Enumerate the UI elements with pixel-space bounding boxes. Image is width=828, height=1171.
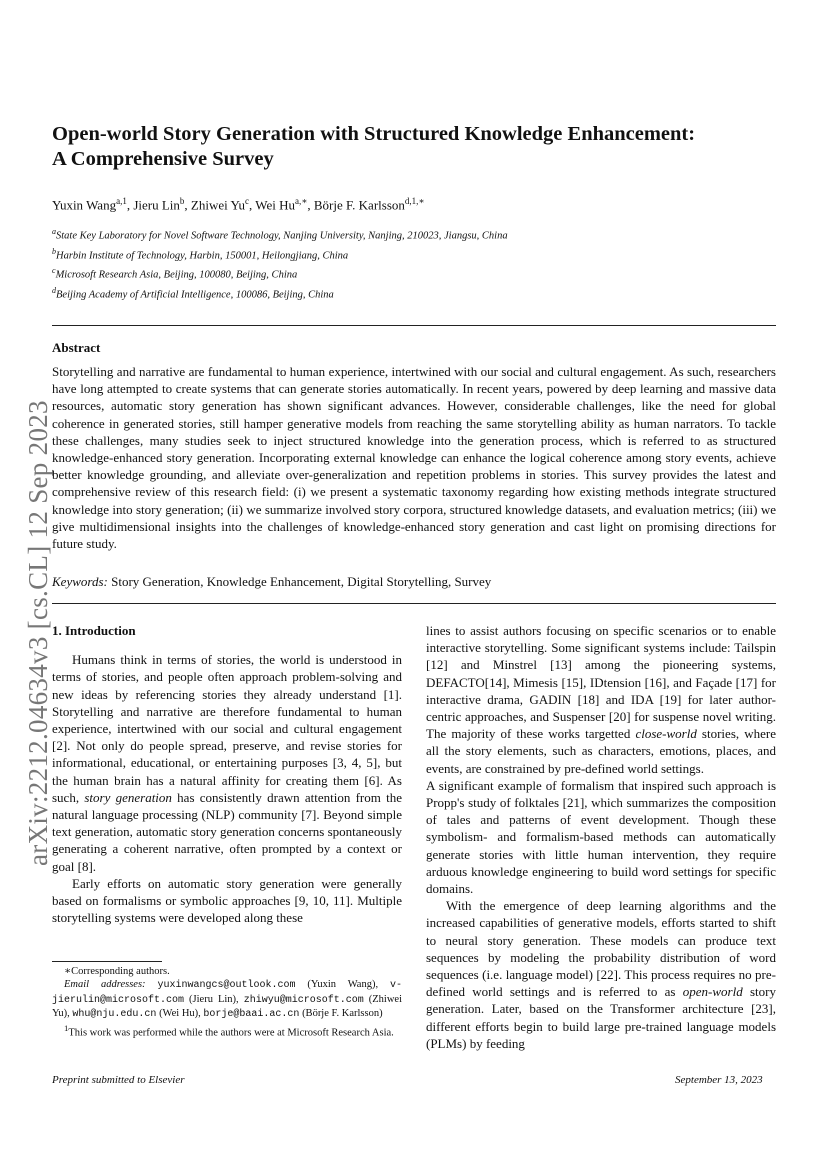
intro-paragraph-3: lines to assist authors focusing on specific scenarios or to enable interactive storytelling. Some significant systems include: Tailspin [12] and Minstrel [13] among the pioneering systems, DEFACTO[14], Mimesis [15], IDtension [16], and Façade [17] for interactive drama, GADIN [18] and IDA [19] for later author-centric approaches, and Suspenser [20] for suspense novel writing. The majority of these works targetted close-world stories, where all the story elements, such as characters, emotions, places, and events, are constrained by pre-defined world settings.	[426, 623, 776, 776]
footnote-divider	[52, 961, 162, 962]
intro-paragraph-4: A significant example of formalism that inspired such approach is Propp's study of folktales [21], which summarizes the composition of tales and patterns of event development. Though these symbolism- and formalism-based methods can automatically generate stories with little human intervention, they require arduous knowledge engineering to build word settings for specific domains.	[426, 777, 776, 897]
affiliation-line: $^b$Harbin Institute of Technology, Harbin, 150001, Heilongjiang, China	[52, 246, 349, 261]
author-name: Börje F. Karlsson	[313, 197, 405, 213]
keywords-label: Keywords:	[52, 574, 108, 589]
bottom-divider	[52, 603, 776, 604]
author-affiliation-mark: d,1,∗	[404, 196, 425, 206]
intro-paragraph-1: Humans think in terms of stories, the world is understood in terms of stories, and people often approach problem-solving and new ideas by referencing stories they already understand [1]. Storytelling and narrative are therefore fundamental to human experience, intertwined with our social and cultural engagement [2]. Not only do people spread, preserve, and revise stories for informational, educational, or entertaining purposes [3, 4, 5], but the human brain has a natural affinity for creating them [6]. As such, story generation has consistently drawn attention from the natural language processing (NLP) community [7]. Beyond simple text generation, automatic story generation concerns spontaneously generating a coherent narrative, often prompted by a context or goal [8].	[52, 652, 402, 874]
author-affiliation-mark: b	[179, 196, 185, 206]
affiliation-line: $^a$State Key Laboratory for Novel Software Technology, Nanjing University, Nanjing, 210023, Jiangsu, China	[52, 227, 508, 242]
abstract-text: Storytelling and narrative are fundamental to human experience, intertwined with our social and cultural engagement. As such, researchers have long attempted to create systems that can generate stories automatically. In recent years, powered by deep learning and massive data resources, automatic story generation has shown significant advances. However, considerable challenges, like the need for global coherence in generated stories, still hamper generative models from reaching the same storytelling ability as human narrators. To tackle these challenges, many studies seek to inject structured knowledge into the generation process, which is referred to as structured knowledge-enhanced story generation. Incorporating external knowledge can enhance the logical coherence among story events, achieve better knowledge grounding, and alleviate over-generalization and repetition problems in stories. This survey provides the latest and comprehensive review of this research field: (i) we present a systematic taxonomy regarding how existing methods integrate structured knowledge into story generation; (ii) we summarize involved story corpora, structured knowledge datasets, and evaluation metrics; (iii) we give multidimensional insights into the challenges of knowledge-enhanced story generation and cast light on promising directions for future study.	[52, 364, 776, 552]
affiliation-line: $^c$Microsoft Research Asia, Beijing, 100080, Beijing, China	[52, 266, 298, 281]
author-affiliation-mark: a,∗	[294, 196, 308, 206]
affiliation-list	[52, 224, 508, 302]
right-column	[426, 622, 776, 1052]
intro-paragraph-5: With the emergence of deep learning algorithms and the increased capabilities of generative models, efforts started to shift to neural story generation. These models can produce text sequences by modeling the probability distribution of word sequences (i.e. language model) [22]. This process requires no pre-defined world settings and is referred to as open-world story generation. Later, based on the Transformer architecture [23], different efforts begin to build large pre-trained language models (PLMs) by feeding	[426, 898, 776, 1051]
affiliation-line: $^d$Beijing Academy of Artificial Intelligence, 100086, Beijing, China	[52, 285, 334, 300]
left-column	[52, 622, 402, 926]
section-heading: 1. Introduction	[52, 623, 136, 638]
author-name: Wei Hu	[255, 197, 295, 213]
keywords-text: Story Generation, Knowledge Enhancement, Digital Storytelling, Survey	[111, 574, 492, 589]
abstract-heading: Abstract	[52, 340, 101, 355]
email-address[interactable]: whu@nju.edu.cn	[72, 1009, 157, 1021]
arxiv-stamp: arXiv:2212.04634v3 [cs.CL] 12 Sep 2023	[23, 400, 53, 866]
keywords-line	[52, 574, 491, 590]
email-label: Email addresses:	[64, 979, 158, 991]
author-name: Yuxin Wang	[52, 197, 117, 213]
title-line-1: Open-world Story Generation with Structured Knowledge Enhancement:	[52, 123, 696, 145]
email-address[interactable]: v-jierulin@microsoft.com	[52, 980, 403, 1006]
footer-preprint-note: Preprint submitted to Elsevier	[52, 1074, 185, 1086]
footnotes	[52, 965, 402, 1040]
title-line-2: A Comprehensive Survey	[52, 148, 274, 170]
paper-title	[52, 122, 792, 172]
email-address[interactable]: yuxinwangcs@outlook.com	[157, 980, 296, 992]
email-address[interactable]: zhiwyu@microsoft.com	[243, 994, 364, 1006]
top-divider	[52, 325, 776, 326]
footnote-1: $^1$This work was performed while the authors were at Microsoft Research Asia.	[64, 1022, 394, 1039]
footer-date: September 13, 2023	[675, 1074, 763, 1086]
author-affiliation-mark: c	[244, 196, 249, 206]
footnote-emails: Email addresses: yuxinwangcs@outlook.com (Yuxin Wang), v-jierulin@microsoft.com (Jieru Lin), zhiwyu@microsoft.com (Zhiwei Yu), whu@nju.edu.cn (Wei Hu), borje@baai.ac.cn (Börje F. Karlsson)	[52, 979, 403, 1021]
author-name: Jieru Lin	[133, 197, 180, 213]
author-name: Zhiwei Yu	[190, 197, 245, 213]
email-address[interactable]: borje@baai.ac.cn	[203, 1009, 300, 1021]
author-affiliation-mark: a,1	[116, 196, 127, 206]
author-list: Yuxin Wang$^{a,1}$, Jieru Lin$^b$, Zhiwei Yu$^c$, Wei $Hu^{a,∗}$, Börje F. Karlsson$^{d,1,∗}$	[52, 196, 425, 213]
footnote-corresponding: ∗Corresponding authors.	[64, 966, 170, 977]
intro-paragraph-2: Early efforts on automatic story generation were generally based on formalisms or symbolic approaches [9, 10, 11]. Multiple storytelling systems were developed along these	[52, 875, 402, 926]
